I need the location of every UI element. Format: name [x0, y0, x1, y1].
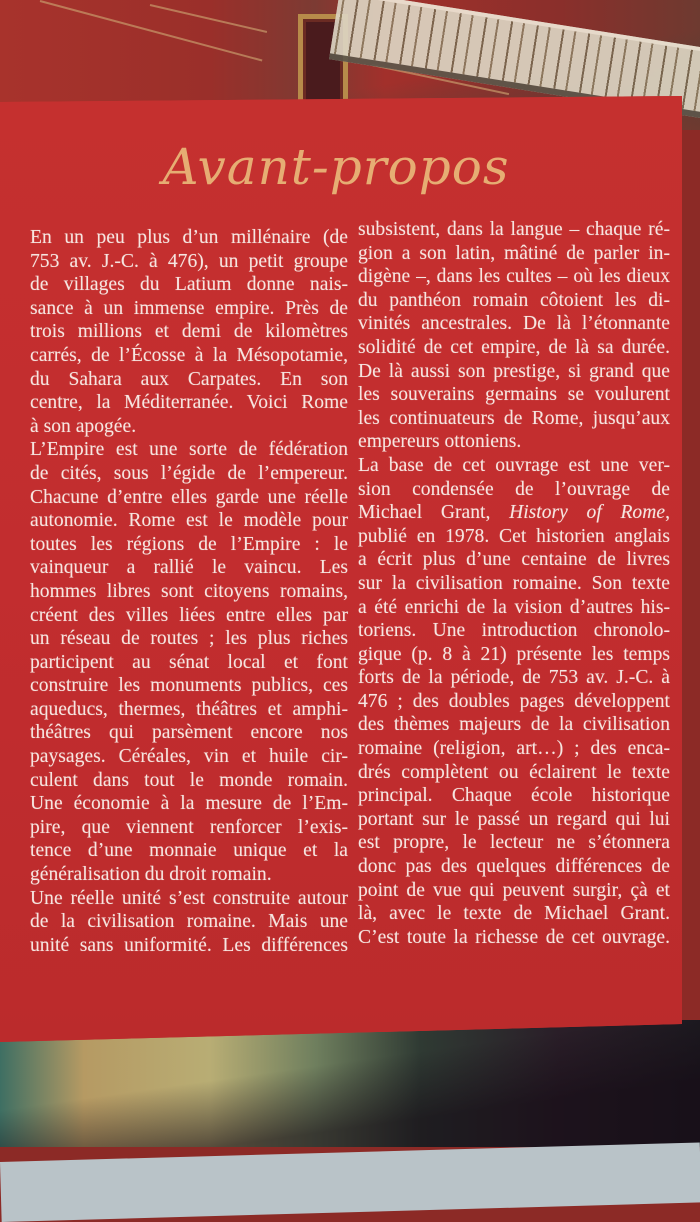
text-line: 753 av. J.-C. à 476), un petit groupe — [30, 250, 348, 272]
page-title: Avant-propos — [162, 138, 510, 196]
text-line: un réseau de routes ; les plus riches — [30, 628, 348, 650]
text-line: a écrit plus d’une centaine de livres — [358, 549, 670, 571]
text-line: C’est toute la richesse de cet ouvrage. — [358, 926, 670, 948]
book-title: History of Rome — [509, 502, 666, 524]
text-line: construire les monuments publics, ces — [30, 675, 348, 697]
punctuation: , — [665, 502, 670, 524]
text-line: théâtres qui parsèment encore nos — [30, 722, 348, 744]
text-line: L’Empire est une sorte de fédération — [30, 439, 348, 461]
text-line: solidité de cet empire, de là sa durée. — [358, 336, 670, 358]
text-line: point de vue qui peuvent surgir, çà et — [358, 879, 670, 901]
text-line: de villages du Latium donne nais- — [30, 274, 348, 296]
text-line: est propre, le lecteur ne s’étonnera — [358, 832, 670, 854]
text-line: tence d’une monnaie unique et la — [30, 840, 348, 862]
text-line: hommes libres sont citoyens romains, — [30, 580, 348, 602]
text-line: gion a son latin, mâtiné de parler in- — [358, 242, 670, 264]
text-line: forts de la période, de 753 av. J.-C. à — [358, 667, 670, 689]
fresco-gold-line — [150, 4, 267, 33]
text-line: La base de cet ouvrage est une ver- — [358, 454, 670, 476]
text-line: culent dans tout le monde romain. — [30, 769, 348, 791]
text-line: En un peu plus d’un millénaire (de — [30, 227, 348, 248]
text-line: de cités, sous l’égide de l’empereur. — [30, 462, 348, 484]
text-line: les souverains germains se voulurent — [358, 384, 670, 406]
text-line: paysages. Céréales, vin et huile cir- — [30, 746, 348, 768]
text-line: vainqueur a rallié le vaincu. Les — [30, 557, 348, 579]
text-line: des thèmes majeurs de la civilisation — [358, 714, 670, 736]
text-line: a été enrichi de la vision d’autres his- — [358, 596, 670, 618]
text-line: autonomie. Rome est le modèle pour — [30, 510, 348, 532]
text-line: De là aussi son prestige, si grand que — [358, 360, 670, 382]
text-line: généralisation du droit romain. — [30, 864, 272, 886]
text-line: du Sahara aux Carpates. En son — [30, 368, 348, 390]
text-line: sance à un immense empire. Près de — [30, 297, 348, 319]
fresco-gold-line — [40, 0, 263, 61]
text-line: toriens. Une introduction chronolo- — [358, 620, 670, 642]
text-line: unité sans uniformité. Les différences — [30, 934, 348, 956]
text-line: centre, la Méditerranée. Voici Rome — [30, 392, 348, 414]
left-column — [30, 226, 348, 957]
text-line: Chacune d’entre elles garde une réelle — [30, 486, 348, 508]
text-line: publié en 1978. Cet historien anglais — [358, 525, 670, 547]
right-column — [358, 218, 670, 949]
text-line: gique (p. 8 à 21) présente les temps — [358, 643, 670, 665]
text-line: créent des villes liées entre elles par — [30, 604, 348, 626]
text-line: Une réelle unité s’est construite autour — [30, 887, 348, 909]
text-line: là, avec le texte de Michael Grant. — [358, 903, 670, 925]
text-line: digène –, dans les cultes – où les dieux — [358, 266, 670, 288]
text-line: portant sur le passé un regard qui lui — [358, 808, 670, 830]
floor-surface — [0, 1142, 700, 1222]
text-line: Une économie à la mesure de l’Em- — [30, 793, 348, 815]
text-line: les continuateurs de Rome, jusqu’aux — [358, 407, 670, 429]
text-line: subsistent, dans la langue – chaque ré- — [358, 219, 670, 240]
text-line: carrés, de l’Écosse à la Mésopotamie, — [30, 344, 348, 366]
text-line: de la civilisation romaine. Mais une — [30, 911, 348, 933]
text-line: donc pas des quelques différences de — [358, 856, 670, 878]
text-line: sur la civilisation romaine. Son texte — [358, 572, 670, 594]
text-line: 476 ; des doubles pages développent — [358, 690, 670, 712]
text-line: trois millions et demi de kilomètres — [30, 321, 348, 343]
text-line: du panthéon romain côtoient les di- — [358, 289, 670, 311]
text-line-with-book-title — [358, 501, 670, 525]
text-line: toutes les régions de l’Empire : le — [30, 533, 348, 555]
text-line: drés complètent ou éclairent le texte — [358, 761, 670, 783]
text-line: à son apogée. — [30, 415, 137, 437]
text-line: principal. Chaque école historique — [358, 785, 670, 807]
text-line: sion condensée de l’ouvrage de — [358, 478, 670, 500]
text-line: romaine (religion, art…) ; des enca- — [358, 738, 670, 760]
text-line: participent au sénat local et font — [30, 651, 348, 673]
text-line: aqueducs, thermes, théâtres et amphi- — [30, 698, 348, 720]
text-line: vinités ancestrales. De là l’étonnante — [358, 313, 670, 335]
text-line: empereurs ottoniens. — [358, 431, 522, 453]
author-text: Michael Grant, — [358, 502, 491, 524]
text-line: pire, que viennent renforcer l’exis- — [30, 816, 348, 838]
